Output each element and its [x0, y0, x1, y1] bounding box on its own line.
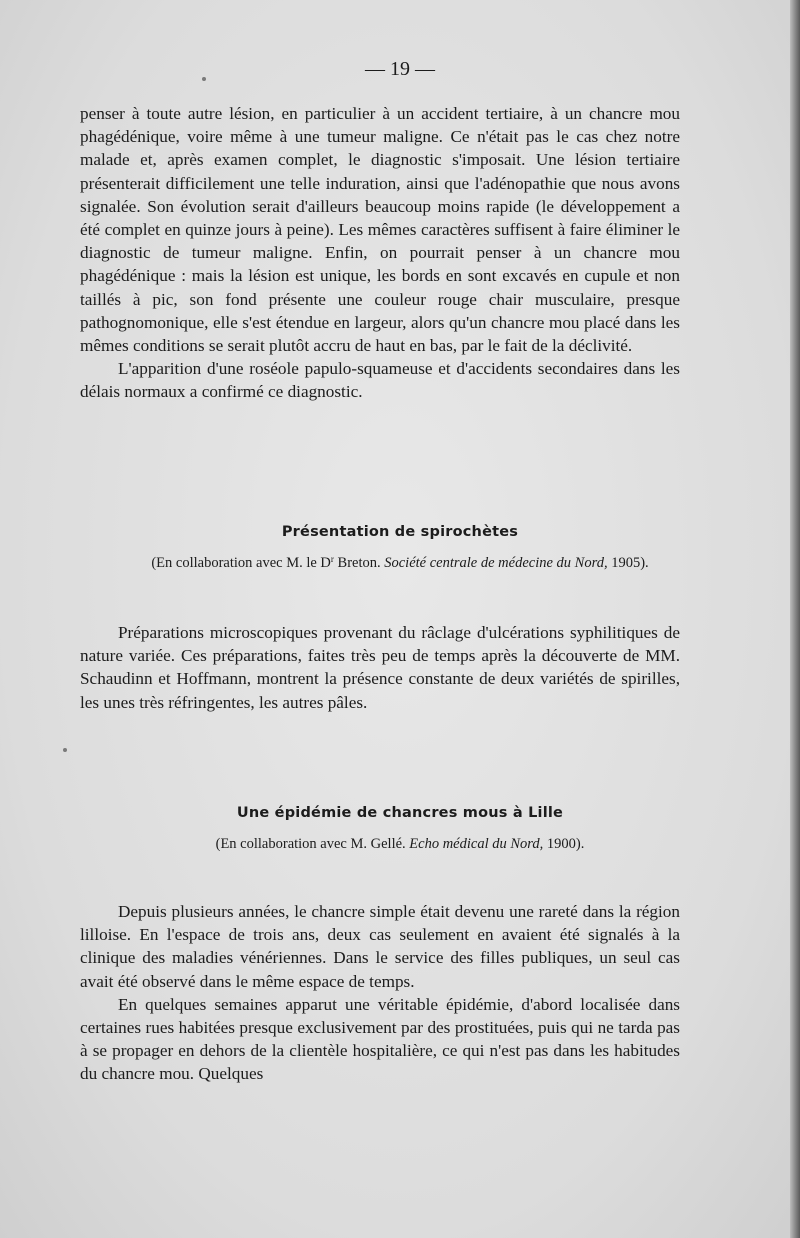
section-title: Présentation de spirochètes: [281, 524, 519, 540]
paragraph: En quelques semaines apparut une véritable épidémie, d'abord localisée dans certaines rues habitées presque exclusivement par des prostituées, puis qui ne tarda pas à se propager en dehors de la clientèle hospitalière, ce qui n'est pas dans les habitudes du chancre mou. Quelques: [80, 994, 680, 1084]
paragraph: L'apparition d'une roséole papulo-squameuse et d'accidents secondaires dans les délais normaux a confirmé ce diagnostic.: [80, 359, 680, 402]
paragraph: Préparations microscopiques provenant du râclage d'ulcérations syphilitiques de nature variée. Ces préparations, faites très peu de temps après la découverte de MM. Schaudinn et Hoffmann, montrent la présence constante de deux variétés de spirilles, les unes très réfringentes, les autres pâles.: [80, 623, 680, 712]
ink-speck: [63, 748, 67, 752]
paragraph: Depuis plusieurs années, le chancre simple était devenu une rareté dans la région lilloise. En l'espace de trois ans, deux cas seulement en avaient été signalés à la clinique des maladies vénériennes. Dans le service des filles publiques, un seul cas avait été observé dans le même espace de temps.: [80, 902, 680, 991]
section-title: Une épidémie de chancres mous à Lille: [236, 805, 564, 821]
section-3-text: [80, 900, 680, 1086]
page-edge-shadow: [790, 0, 800, 1238]
journal-name: Société centrale de médecine du Nord,: [384, 555, 608, 571]
paragraph: penser à toute autre lésion, en particulier à un accident tertiaire, à un chancre mou phagédénique, voire même à une tumeur maligne. Ce n'était pas le cas chez notre malade et, après examen complet, le diagnostic s'imposait. Une lésion tertiaire présenterait difficilement une telle induration, ainsi que l'adénopathie que nous avons signalée. Son évolution serait d'ailleurs beaucoup moins rapide (le développement a été complet en quinze jours à peine). Les mêmes caractères suffisent à faire éliminer le diagnostic de tumeur maligne. Enfin, on pourrait penser à un chancre mou phagédénique : mais la lésion est unique, les bords en sont excavés en cupule et non taillés à pic, son fond présente une couleur rouge chair musculaire, presque pathognomonique, elle s'est étendue en largeur, alors qu'un chancre mou placé dans les mêmes conditions se serait plutôt accru de haut en bas, par le fait de la déclivité.: [80, 104, 680, 356]
collaboration-note: (En collaboration avec M. Gellé. Echo médical du Nord, 1900).: [215, 836, 585, 852]
section-1-text: [80, 102, 680, 404]
collaboration-note: (En collaboration avec M. le $D^r$ Breton. Société centrale de médecine du Nord, 1905).: [151, 554, 649, 571]
journal-name: Echo médical du Nord,: [409, 836, 544, 852]
page-number: — 19 —: [365, 58, 435, 80]
section-2-text: [80, 621, 680, 714]
